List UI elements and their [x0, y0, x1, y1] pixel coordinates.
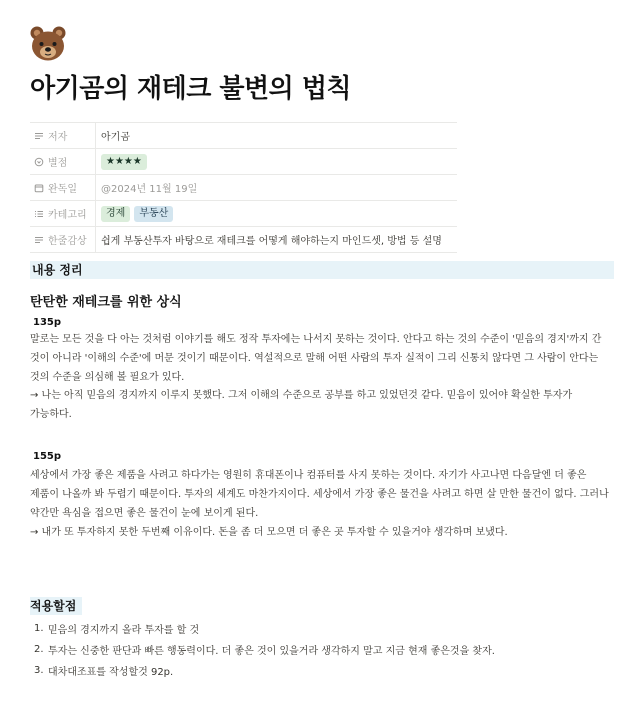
property-row-rating[interactable]: [30, 149, 457, 175]
property-row-category[interactable]: [30, 201, 457, 227]
summary-heading[interactable]: 내용 정리: [30, 261, 614, 279]
property-key[interactable]: 한줄감상: [30, 227, 96, 252]
property-key[interactable]: 별점: [30, 149, 96, 174]
date-mention[interactable]: @2024년 11월 19일: [101, 184, 198, 195]
page-label-135[interactable]: 135p: [33, 317, 62, 328]
rating-tag[interactable]: ★★★★: [101, 154, 147, 170]
calendar-icon: [34, 183, 44, 193]
property-value[interactable]: [96, 154, 147, 170]
page-title[interactable]: 아기곰의 재테크 불변의 법칙: [30, 74, 352, 104]
property-value[interactable]: 아기곰: [101, 132, 130, 143]
property-key[interactable]: 저자: [30, 123, 96, 148]
property-value[interactable]: [96, 206, 173, 222]
text-lines-icon: [34, 131, 44, 141]
quote-135[interactable]: 말로는 모든 것을 다 아는 것처럼 이야기를 해도 정작 투자에는 나서지 못하는 것이다. 안다고 하는 것의 수준이 '믿음의 경지'까지 간 것이 아니라 '이해의 수준'에 머문 것이기 때문이다. 역설적으로 말해 어떤 사람의 투자 실적이 그리 신통치 않다면 그 사람이 안다는 것의 수준을 의심해 볼 필요가 있다.: [30, 334, 602, 383]
note-155[interactable]: → 내가 또 투자하지 못한 두번째 이유이다. 돈을 좀 더 모으면 더 좋은 곳 투자할 수 있을거야 생각하며 보냈다.: [30, 527, 508, 538]
property-row-finished-date[interactable]: [30, 175, 457, 201]
apply-list: [34, 618, 614, 681]
quote-155[interactable]: 세상에서 가장 좋은 제품을 사려고 하다가는 영원히 휴대폰이나 컴퓨터를 사지 못하는 것이다. 자기가 사고나면 다음달엔 더 좋은 제품이 나올까 봐 두렵기 때문이다. 투자의 세계도 마찬가지이다. 세상에서 가장 좋은 물건을 사려고 하면 살 만한 물건이 없다. 그러나 약간만 욕심을 접으면 좋은 물건이 눈에 보이게 된다.: [30, 470, 609, 519]
category-tag[interactable]: 부동산: [134, 206, 173, 222]
properties-table: [30, 122, 457, 253]
list-item[interactable]: 3. 대차대조표를 작성할것 92p.: [34, 665, 174, 678]
bear-face-icon[interactable]: [28, 24, 68, 64]
property-value[interactable]: 쉽게 부동산투자 바탕으로 재테크를 어떻게 해야하는지 마인드셋, 방법 등 설명: [101, 236, 442, 247]
property-value[interactable]: [96, 180, 197, 195]
subheading[interactable]: 탄탄한 재테크를 위한 상식: [30, 295, 182, 310]
text-lines-icon: [34, 235, 44, 245]
property-row-one-line-review[interactable]: [30, 227, 457, 253]
page-label-155[interactable]: 155p: [33, 451, 62, 462]
property-key[interactable]: 완독일: [30, 175, 96, 200]
list-item[interactable]: 2. 투자는 신중한 판단과 빠른 행동력이다. 더 좋은 것이 있을거라 생각하지 말고 지금 현재 좋은것을 찾자.: [34, 644, 495, 657]
multi-select-icon: [34, 209, 44, 219]
category-tag[interactable]: 경제: [101, 206, 130, 222]
property-row-author[interactable]: [30, 123, 457, 149]
note-135[interactable]: → 나는 아직 믿음의 경지까지 이루지 못했다. 그저 이해의 수준으로 공부를 하고 있었던것 같다. 믿음이 있어야 확실한 투자가 가능하다.: [30, 390, 573, 420]
apply-heading[interactable]: 적용할점: [30, 597, 82, 615]
property-key[interactable]: 카테고리: [30, 201, 96, 226]
select-circle-icon: [34, 157, 44, 167]
list-item[interactable]: 1. 믿음의 경지까지 올라 투자를 할 것: [34, 623, 200, 636]
